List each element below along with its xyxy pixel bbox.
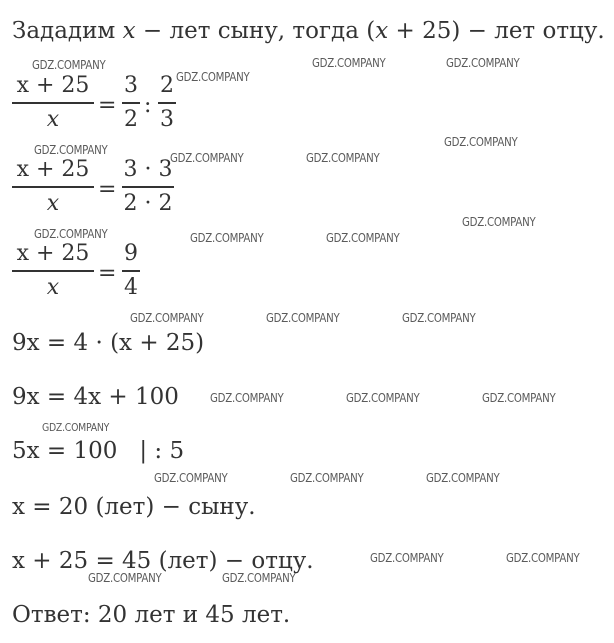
watermark-text: GDZ.COMPANY xyxy=(266,311,340,325)
step-3: 5x = 100 | : 5 xyxy=(12,438,185,464)
eq1-lhs-numerator: x + 25 xyxy=(16,73,90,98)
step-1: 9x = 4 · (x + 25) xyxy=(12,330,205,356)
eq2-rhs-bar xyxy=(122,186,174,188)
intro-var2: x xyxy=(375,18,389,44)
eq3-lhs-bar xyxy=(12,270,94,272)
watermark-text: GDZ.COMPANY xyxy=(506,551,580,565)
intro-middle: − лет сыну, тогда ( xyxy=(135,18,376,44)
eq2-lhs-denominator: x xyxy=(46,191,60,216)
watermark-text: GDZ.COMPANY xyxy=(326,231,400,245)
step-5: x + 25 = 45 (лет) − отцу. xyxy=(12,548,314,574)
eq3-equals: = xyxy=(98,261,117,286)
eq1-frac1-bar xyxy=(122,102,140,104)
intro-line xyxy=(12,16,605,46)
watermark-text: GDZ.COMPANY xyxy=(176,70,250,84)
watermark-text: GDZ.COMPANY xyxy=(88,571,162,585)
eq3-lhs-fraction xyxy=(12,240,94,302)
watermark-text: GDZ.COMPANY xyxy=(312,56,386,70)
eq1-frac2-bar xyxy=(158,102,176,104)
eq2-rhs-numerator: 3 · 3 xyxy=(123,157,173,182)
watermark-text: GDZ.COMPANY xyxy=(482,391,556,405)
eq2-lhs-bar xyxy=(12,186,94,188)
eq3-lhs-numerator: x + 25 xyxy=(16,241,90,266)
eq3-rhs-denominator: 4 xyxy=(124,275,138,300)
watermark-text: GDZ.COMPANY xyxy=(170,151,244,165)
watermark-text: GDZ.COMPANY xyxy=(42,421,110,434)
watermark-text: GDZ.COMPANY xyxy=(222,571,296,585)
eq1-equals: = xyxy=(98,93,117,118)
eq2-lhs-numerator: x + 25 xyxy=(16,157,90,182)
eq3-rhs-numerator: 9 xyxy=(124,241,138,266)
eq1-frac2 xyxy=(158,72,176,134)
watermark-text: GDZ.COMPANY xyxy=(32,58,106,72)
eq1-colon: : xyxy=(144,93,152,118)
watermark-text: GDZ.COMPANY xyxy=(346,391,420,405)
eq2-lhs-fraction xyxy=(12,156,94,218)
watermark-text: GDZ.COMPANY xyxy=(426,471,500,485)
eq1-frac2-numerator: 2 xyxy=(160,73,174,98)
eq1-frac1-denominator: 2 xyxy=(124,107,138,132)
watermark-text: GDZ.COMPANY xyxy=(154,471,228,485)
step-4: x = 20 (лет) − сыну. xyxy=(12,494,256,520)
eq3-rhs-fraction xyxy=(122,240,140,302)
eq1-frac1-numerator: 3 xyxy=(124,73,138,98)
watermark-text: GDZ.COMPANY xyxy=(402,311,476,325)
eq1-lhs-fraction xyxy=(12,72,94,134)
watermark-text: GDZ.COMPANY xyxy=(306,151,380,165)
watermark-text: GDZ.COMPANY xyxy=(444,135,518,149)
eq1-frac2-denominator: 3 xyxy=(160,107,174,132)
watermark-text: GDZ.COMPANY xyxy=(370,551,444,565)
eq2-rhs-denominator: 2 · 2 xyxy=(123,191,173,216)
eq1-frac1 xyxy=(122,72,140,134)
eq2-equals: = xyxy=(98,177,117,202)
watermark-text: GDZ.COMPANY xyxy=(190,231,264,245)
watermark-text: GDZ.COMPANY xyxy=(290,471,364,485)
step-2: 9x = 4x + 100 xyxy=(12,384,179,410)
watermark-text: GDZ.COMPANY xyxy=(446,56,520,70)
watermark-text: GDZ.COMPANY xyxy=(462,215,536,229)
intro-var: x xyxy=(122,18,136,44)
watermark-text: GDZ.COMPANY xyxy=(130,311,204,325)
intro-prefix: Зададим xyxy=(12,18,123,44)
eq1-lhs-bar xyxy=(12,102,94,104)
eq3-rhs-bar xyxy=(122,270,140,272)
intro-suffix: + 25) − лет отцу. xyxy=(388,18,605,44)
eq3-lhs-denominator: x xyxy=(46,275,60,300)
watermark-text: GDZ.COMPANY xyxy=(210,391,284,405)
eq2-rhs-fraction xyxy=(122,156,174,218)
watermark-text: GDZ.COMPANY xyxy=(34,143,108,157)
answer-line: Ответ: 20 лет и 45 лет. xyxy=(12,602,291,628)
eq1-lhs-denominator: x xyxy=(46,107,60,132)
watermark-text: GDZ.COMPANY xyxy=(34,227,108,241)
